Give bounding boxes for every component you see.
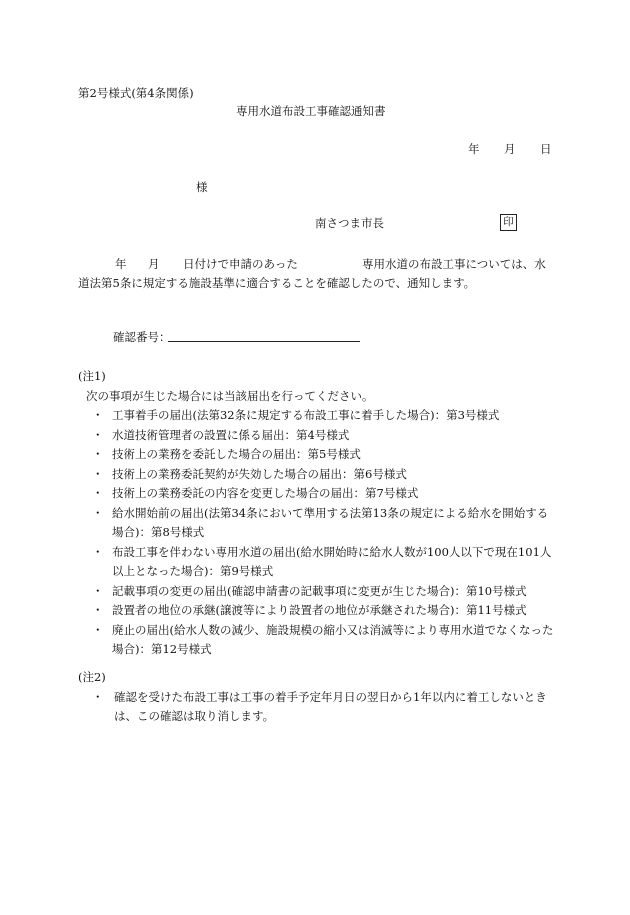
list-item — [78, 582, 558, 602]
list-item-text: 水道技術管理者の設置に係る届出：第4号様式 — [112, 427, 350, 442]
list-item — [78, 484, 558, 504]
confirmation-number-label: 確認番号： — [113, 330, 171, 344]
list-item — [78, 445, 558, 465]
note-2-list — [78, 688, 558, 727]
list-item-text: 廃止の届出(給水人数の減少、施設規模の縮小又は消滅等により専用水道でなくなった場合)：第12号様式 — [112, 622, 554, 656]
bullet-mark: ・ — [92, 583, 104, 598]
list-item — [78, 465, 558, 485]
list-item-text: 給水開始前の届出(法第34条において準用する法第13条の規定による給水を開始する場合)：第8号様式 — [112, 505, 549, 539]
bullet-mark: ・ — [92, 466, 104, 481]
list-item-text: 布設工事を伴わない専用水道の届出(給水開始時に給水人数が100人以下で現在101人以上となった場合)：第9号様式 — [112, 544, 552, 578]
bullet-mark: ・ — [92, 622, 104, 637]
bullet-mark: ・ — [92, 505, 104, 520]
list-item — [78, 688, 558, 727]
date-month: 月 — [504, 142, 516, 156]
bullet-mark: ・ — [92, 427, 104, 442]
list-item — [78, 504, 558, 543]
addressee-honorific: 様 — [196, 180, 208, 194]
list-item-text: 記載事項の変更の届出(確認申請書の記載事項に変更が生じた場合)：第10号様式 — [112, 583, 527, 598]
note-2 — [78, 668, 558, 727]
bullet-mark: ・ — [92, 447, 104, 461]
list-item-text: 設置者の地位の承継(譲渡等により設置者の地位が承継された場合)：第11号様式 — [112, 603, 527, 617]
bullet-mark: ・ — [92, 486, 104, 500]
date-day: 日 — [540, 142, 552, 156]
note-1-intro: 次の事項が生じた場合には当該届出を行ってください。 — [86, 388, 374, 403]
list-item-text: 技術上の業務委託の内容を変更した場合の届出：第7号様式 — [112, 486, 419, 500]
note-1 — [78, 367, 558, 660]
list-item-text: 技術上の業務を委託した場合の届出：第5号様式 — [112, 447, 361, 461]
list-item — [78, 543, 558, 582]
list-item-text: 技術上の業務委託契約が失効した場合の届出：第6号様式 — [112, 466, 407, 481]
body-line-2: 道法第5条に規定する施設基準に適合することを確認したので、通知します。 — [78, 276, 476, 290]
issuer-name: 南さつま市長 — [315, 216, 384, 230]
list-item — [78, 406, 558, 426]
list-item — [78, 426, 558, 446]
list-item — [78, 621, 558, 660]
body-application-date: 日付けで申請のあった — [183, 257, 298, 271]
list-item-text: 確認を受けた布設工事は工事の着手予定年月日の翌日から1年以内に着工しないときは、この確認は取り消します。 — [114, 689, 547, 723]
list-item-text: 工事着手の届出(法第32条に規定する布設工事に着手した場合)：第3号様式 — [112, 408, 500, 422]
note-1-list — [78, 406, 558, 660]
bullet-mark: ・ — [92, 603, 104, 617]
confirmation-number-line — [168, 341, 360, 342]
body-month: 月 — [148, 257, 160, 271]
body-year: 年 — [115, 257, 127, 271]
form-number: 第2号様式(第4条関係) — [78, 86, 194, 100]
note-1-heading: (注1) — [78, 369, 106, 383]
note-2-heading: (注2) — [78, 670, 106, 684]
body-construction-text: 専用水道の布設工事については、水 — [362, 257, 546, 271]
document-title: 専用水道布設工事確認通知書 — [236, 104, 386, 118]
list-item — [78, 601, 558, 621]
bullet-mark: ・ — [92, 689, 104, 704]
seal-stamp: 印 — [500, 214, 517, 231]
date-year: 年 — [468, 142, 480, 156]
bullet-mark: ・ — [92, 408, 104, 422]
bullet-mark: ・ — [92, 544, 104, 559]
